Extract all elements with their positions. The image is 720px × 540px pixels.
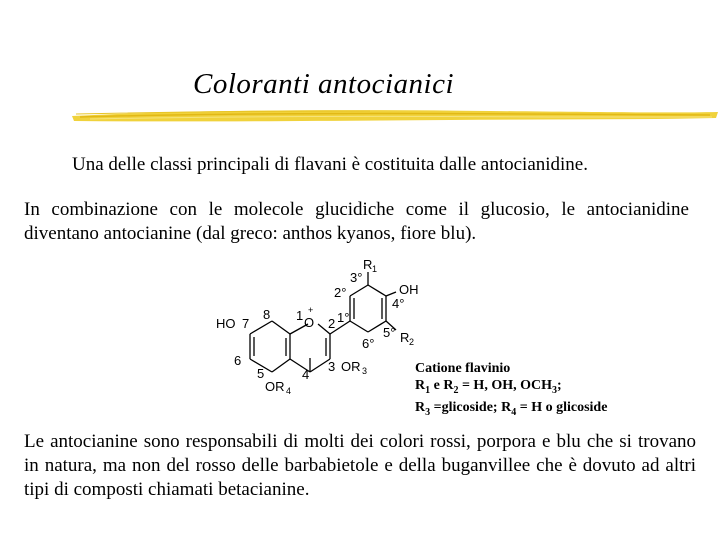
- intro-paragraph: Una delle classi principali di flavani è costituita dalle antocianidine.: [72, 154, 588, 175]
- pigments-paragraph: Le antocianine sono responsabili di molti dei colori rossi, porpora e blu che si trovano in natura, ma non del rosso delle barbabietole e della buganvillee che è dovuto ad altri tipi di composti chiamati betacianine.: [24, 431, 696, 500]
- label-o-plus: +: [308, 305, 314, 315]
- label-r2-sub: 2: [409, 337, 415, 347]
- label-pos2p: 2°: [334, 285, 347, 300]
- caption-line-3: $R_3$ =glicoside; $R_4 = H$ o glicoside: [415, 399, 608, 418]
- label-pos1: 1: [296, 308, 304, 323]
- label-or3: OR: [341, 359, 361, 374]
- label-pos8: 8: [263, 307, 271, 322]
- glucose-paragraph: In combinazione con le molecole glucidiche come il glucosio, le antocianidine diventano antocianine (dal greco: anthos kyanos, fiore blu).: [24, 199, 689, 244]
- structure-caption: [415, 360, 607, 421]
- label-pos4p: 4°: [392, 296, 405, 311]
- label-pos3: 3: [328, 359, 336, 374]
- label-pos1p: 1°: [337, 310, 350, 325]
- label-or4-sub: 4: [286, 386, 292, 396]
- label-r1-sub: 1: [372, 264, 378, 274]
- label-r2: R: [400, 330, 410, 345]
- label-pos4: 4: [302, 367, 310, 382]
- label-or3-sub: 3: [362, 366, 368, 376]
- label-or4: OR: [265, 379, 285, 394]
- caption-line-1: Catione flavinio: [415, 361, 511, 376]
- slide-title: Coloranti antocianici: [193, 68, 455, 100]
- label-r1: R: [363, 257, 373, 272]
- label-pos5: 5: [257, 366, 265, 381]
- label-oh: OH: [399, 282, 419, 297]
- label-pos7: 7: [242, 316, 250, 331]
- label-ho: HO: [216, 316, 236, 331]
- label-o: O: [304, 315, 315, 330]
- flavylium-cation-structure: [200, 252, 430, 402]
- label-pos3p: 3°: [350, 270, 363, 285]
- title-underline-brush: [70, 104, 720, 126]
- label-pos2: 2: [328, 316, 336, 331]
- label-pos6p: 6°: [362, 336, 375, 351]
- label-pos6: 6: [234, 353, 242, 368]
- label-pos5p: 5°: [383, 325, 396, 340]
- caption-line-2: $R_1$ e $R_2 = H$, OH, $OCH_3$;: [415, 378, 562, 396]
